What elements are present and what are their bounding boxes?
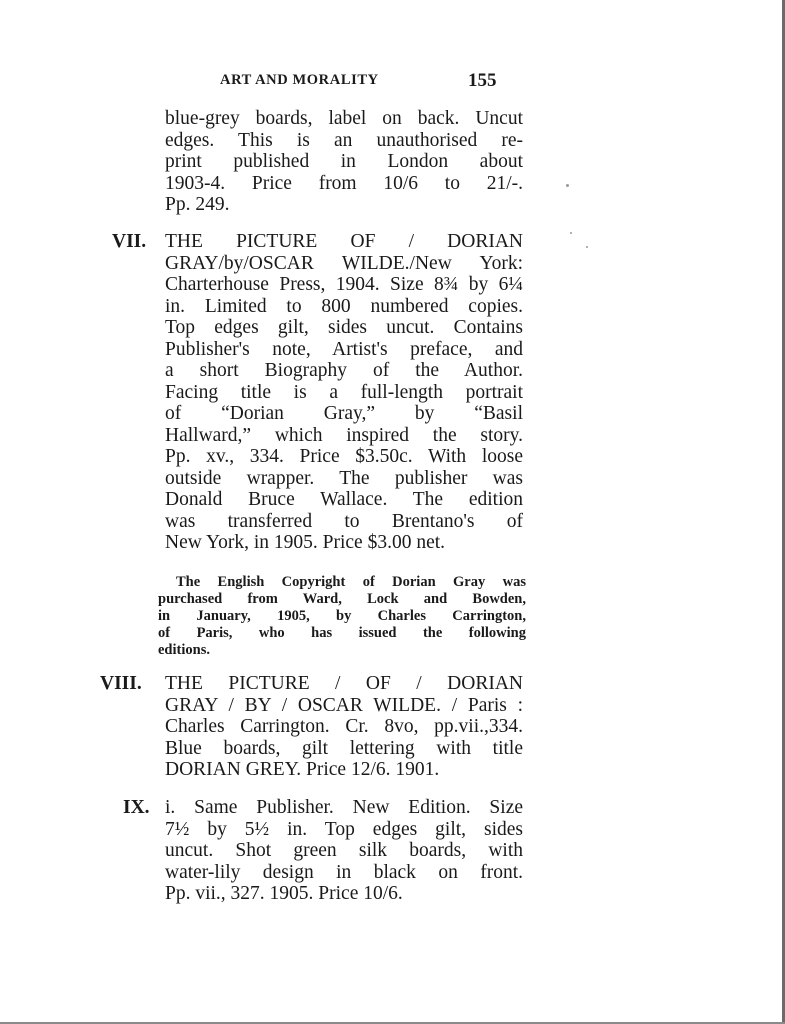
- text-line: editions.: [158, 642, 210, 658]
- text-line: Pp. xv., 334. Price $3.50c. With loose: [165, 446, 523, 467]
- text-line: of “Dorian Gray,” by “Basil: [165, 403, 523, 424]
- text-line: outside wrapper. The publisher was: [165, 467, 523, 489]
- text-line: THE PICTURE OF / DORIAN: [165, 231, 523, 252]
- text-line: 1903-4. Price from 10/6 to 21/-.: [165, 172, 523, 194]
- text-line: a short Biography of the Author.: [165, 360, 523, 381]
- text-line: Hallward,” which inspired the story.: [165, 424, 523, 446]
- text-line: Charles Carrington. Cr. 8vo, pp.vii.,334.: [165, 716, 523, 737]
- text-line: Publisher's note, Artist's preface, and: [165, 338, 523, 360]
- text-line: print published in London about: [165, 151, 523, 172]
- text-line: of Paris, who has issued the following: [158, 625, 526, 641]
- text-line: i. Same Publisher. New Edition. Size: [165, 797, 523, 818]
- text-line: THE PICTURE / OF / DORIAN: [165, 673, 523, 694]
- text-line: Charterhouse Press, 1904. Size 8¾ by 6¼: [165, 274, 523, 295]
- text-line: Blue boards, gilt lettering with title: [165, 737, 523, 759]
- text-line: DORIAN GREY. Price 12/6. 1901.: [165, 759, 440, 780]
- text-line: Pp. 249.: [165, 194, 230, 215]
- entry-number-vii: VII.: [112, 231, 147, 252]
- copyright-note: [158, 574, 526, 659]
- entry-ix: [165, 797, 523, 905]
- page-number: 155: [468, 70, 497, 91]
- text-line: purchased from Ward, Lock and Bowden,: [158, 591, 526, 607]
- scan-speck: [566, 184, 569, 187]
- text-line: was transferred to Brentano's of: [165, 510, 523, 532]
- text-line: Facing title is a full-length portrait: [165, 381, 523, 403]
- text-line: New York, in 1905. Price $3.00 net.: [165, 532, 446, 553]
- text-line: blue-grey boards, label on back. Uncut: [165, 108, 523, 129]
- continuation-paragraph: [165, 108, 523, 216]
- entry-number-ix: IX.: [123, 797, 150, 818]
- scan-speck: [570, 232, 572, 234]
- text-line: in. Limited to 800 numbered copies.: [165, 295, 523, 317]
- entry-number-viii: VIII.: [100, 673, 142, 694]
- text-line: edges. This is an unauthorised re-: [165, 129, 523, 151]
- text-line: water-lily design in black on front.: [165, 861, 523, 883]
- entry-viii: [165, 673, 523, 781]
- text-line: Pp. vii., 327. 1905. Price 10/6.: [165, 883, 403, 904]
- text-line: 7½ by 5½ in. Top edges gilt, sides: [165, 818, 523, 840]
- text-line: Donald Bruce Wallace. The edition: [165, 489, 523, 510]
- entry-vii: [165, 231, 523, 554]
- scan-speck: [586, 246, 588, 248]
- text-line: GRAY / BY / OSCAR WILDE. / Paris :: [165, 694, 523, 716]
- running-header: [220, 70, 520, 92]
- text-line: The English Copyright of Dorian Gray was: [176, 574, 526, 590]
- text-line: Top edges gilt, sides uncut. Contains: [165, 317, 523, 338]
- text-line: in January, 1905, by Charles Carrington,: [158, 608, 526, 624]
- running-title: ART AND MORALITY: [220, 72, 379, 88]
- text-line: uncut. Shot green silk boards, with: [165, 840, 523, 861]
- text-line: GRAY/by/OSCAR WILDE./New York:: [165, 252, 523, 274]
